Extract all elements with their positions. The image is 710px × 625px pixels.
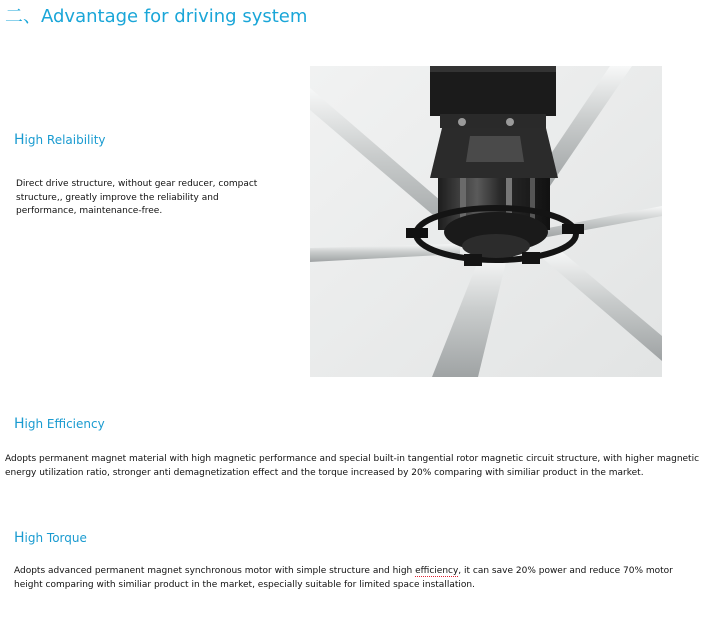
mount-bracket bbox=[430, 66, 556, 128]
fan-motor-photo bbox=[310, 66, 662, 377]
torque-text-before: Adopts advanced permanent magnet synchronous motor with simple structure and high bbox=[14, 566, 416, 576]
heading-high-reliability bbox=[14, 132, 106, 148]
heading-rest: igh Relaibility bbox=[24, 133, 106, 147]
torque-text-after: , it can save 20% power and reduce 70% motor height comparing with similiar product in the market, especially suitable for limited space installation. bbox=[14, 566, 673, 590]
heading-initial: H bbox=[14, 132, 25, 148]
efficiency-description: Adopts permanent magnet material with high magnetic performance and special built-in tangential rotor magnetic circuit structure, with higher magnetic energy utilization ratio, stronger anti demagnetization effect and the torque increased by 20% comparing with similiar product in the market. bbox=[5, 454, 700, 478]
heading-rest: igh Torque bbox=[24, 531, 87, 545]
reliability-description: Direct drive structure, without gear reducer, compact structure,, greatly improve the reliability and performance, maintenance-free. bbox=[16, 179, 258, 216]
page-title: 二、Advantage for driving system bbox=[5, 6, 308, 27]
heading-high-torque bbox=[14, 530, 87, 546]
heading-initial: H bbox=[14, 530, 25, 546]
spellcheck-marked-word: efficiency bbox=[415, 566, 459, 576]
fan-motor-illustration bbox=[310, 66, 662, 377]
torque-description bbox=[14, 565, 704, 592]
heading-initial: H bbox=[14, 416, 25, 432]
heading-rest: igh Efficiency bbox=[24, 417, 105, 431]
heading-high-efficiency bbox=[14, 416, 105, 432]
